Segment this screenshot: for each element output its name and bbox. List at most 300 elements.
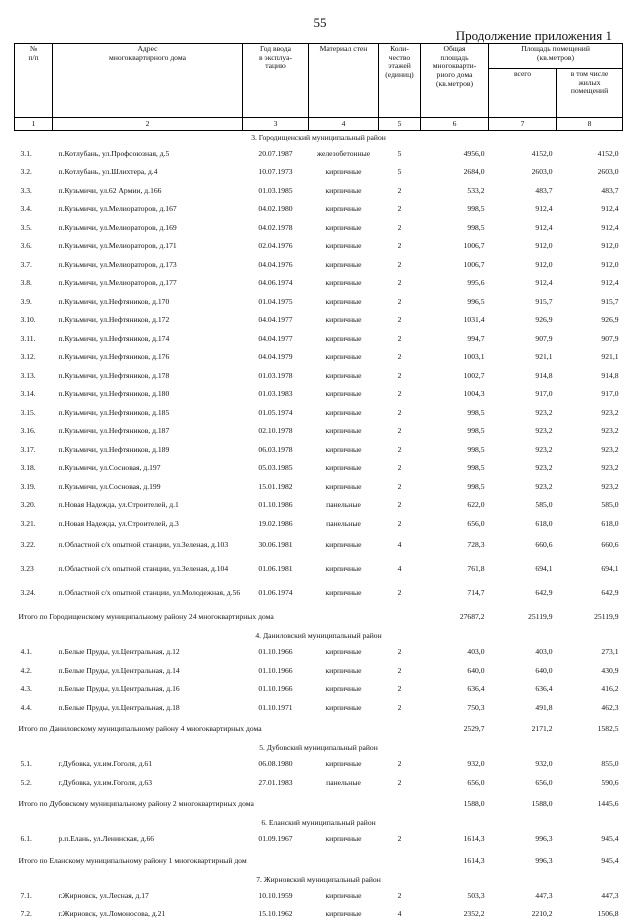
cell-area-all: 447,3 bbox=[489, 887, 557, 906]
cell-address: п.Областной с/х опытной станции, ул.Молодежная, д.56 bbox=[53, 582, 243, 606]
table-row bbox=[15, 256, 623, 275]
cell-year: 02.04.1976 bbox=[243, 238, 309, 257]
cell-area-living: 945,4 bbox=[557, 831, 623, 850]
col-header-address: Адрес многоквартирного дома bbox=[53, 44, 243, 118]
cell-year: 01.04.1975 bbox=[243, 293, 309, 312]
cell-number: 3.3. bbox=[15, 182, 53, 201]
cell-number: 3.10. bbox=[15, 312, 53, 331]
table-row bbox=[15, 404, 623, 423]
table-row bbox=[15, 441, 623, 460]
cell-address: п.Кузьмичи, ул.Мелиораторов, д.177 bbox=[53, 275, 243, 294]
cell-address: п.Кузьмичи, ул.Мелиораторов, д.173 bbox=[53, 256, 243, 275]
cell-area-living: 416,2 bbox=[557, 681, 623, 700]
col-index: 6 bbox=[421, 118, 489, 131]
cell-number: 3.2. bbox=[15, 164, 53, 183]
cell-area-living: 483,7 bbox=[557, 182, 623, 201]
cell-floors: 2 bbox=[379, 256, 421, 275]
col-header-number: № п/п bbox=[15, 44, 53, 118]
section-title: 4. Даниловский муниципальный район bbox=[15, 630, 623, 644]
cell-total-area: 761,8 bbox=[421, 558, 489, 582]
cell-number: 3.8. bbox=[15, 275, 53, 294]
cell-floors: 2 bbox=[379, 699, 421, 718]
cell-address: п.Кузьмичи, ул.Нефтяников, д.178 bbox=[53, 367, 243, 386]
total-row bbox=[15, 718, 623, 742]
cell-material: кирпичные bbox=[309, 219, 379, 238]
cell-material: кирпичные bbox=[309, 275, 379, 294]
total-area-all: 1588,0 bbox=[489, 793, 557, 817]
cell-area-living: 447,3 bbox=[557, 887, 623, 906]
cell-floors: 2 bbox=[379, 662, 421, 681]
apartment-buildings-table bbox=[14, 43, 623, 924]
cell-material: кирпичные bbox=[309, 423, 379, 442]
cell-total-area: 533,2 bbox=[421, 182, 489, 201]
cell-total-area: 998,5 bbox=[421, 201, 489, 220]
cell-area-all: 932,0 bbox=[489, 756, 557, 775]
page-number: 55 bbox=[0, 15, 640, 31]
section-header-row bbox=[15, 817, 623, 831]
cell-year: 02.10.1978 bbox=[243, 423, 309, 442]
cell-area-all: 923,2 bbox=[489, 441, 557, 460]
cell-area-all: 926,9 bbox=[489, 312, 557, 331]
table-row bbox=[15, 219, 623, 238]
cell-year: 06.08.1980 bbox=[243, 756, 309, 775]
cell-number: 4.2. bbox=[15, 662, 53, 681]
table-row bbox=[15, 644, 623, 663]
cell-number: 3.9. bbox=[15, 293, 53, 312]
table-row bbox=[15, 460, 623, 479]
cell-material: панельные bbox=[309, 515, 379, 534]
cell-area-all: 4152,0 bbox=[489, 145, 557, 164]
cell-floors: 2 bbox=[379, 478, 421, 497]
cell-floors: 2 bbox=[379, 219, 421, 238]
cell-total-area: 750,3 bbox=[421, 699, 489, 718]
cell-year: 04.04.1979 bbox=[243, 349, 309, 368]
table-row bbox=[15, 330, 623, 349]
col-header-material: Материал стен bbox=[309, 44, 379, 118]
cell-year: 01.06.1974 bbox=[243, 582, 309, 606]
cell-number: 3.24. bbox=[15, 582, 53, 606]
table-row bbox=[15, 367, 623, 386]
cell-floors: 2 bbox=[379, 404, 421, 423]
cell-area-all: 656,0 bbox=[489, 774, 557, 793]
table-row bbox=[15, 681, 623, 700]
total-label: Итого по Еланскому муниципальному району 1 многоквартирный дом bbox=[15, 849, 421, 873]
col-index: 4 bbox=[309, 118, 379, 131]
cell-material: кирпичные bbox=[309, 182, 379, 201]
cell-year: 04.04.1977 bbox=[243, 330, 309, 349]
cell-area-living: 923,2 bbox=[557, 460, 623, 479]
cell-area-living: 912,4 bbox=[557, 219, 623, 238]
section-header-row bbox=[15, 630, 623, 644]
cell-area-living: 590,6 bbox=[557, 774, 623, 793]
cell-number: 3.1. bbox=[15, 145, 53, 164]
cell-material: кирпичные bbox=[309, 831, 379, 850]
col-index: 7 bbox=[489, 118, 557, 131]
cell-floors: 2 bbox=[379, 460, 421, 479]
table-row bbox=[15, 831, 623, 850]
total-area-all: 2171,2 bbox=[489, 718, 557, 742]
cell-total-area: 503,3 bbox=[421, 887, 489, 906]
cell-total-area: 1002,7 bbox=[421, 367, 489, 386]
cell-address: п.Кузьмичи, ул.Нефтяников, д.172 bbox=[53, 312, 243, 331]
cell-number: 3.5. bbox=[15, 219, 53, 238]
cell-area-all: 921,1 bbox=[489, 349, 557, 368]
cell-area-all: 2603,0 bbox=[489, 164, 557, 183]
cell-area-living: 923,2 bbox=[557, 404, 623, 423]
cell-area-all: 912,0 bbox=[489, 238, 557, 257]
cell-floors: 2 bbox=[379, 774, 421, 793]
cell-year: 04.04.1976 bbox=[243, 256, 309, 275]
cell-total-area: 1004,3 bbox=[421, 386, 489, 405]
section-title: 6. Еланский муниципальный район bbox=[15, 817, 623, 831]
cell-area-living: 917,0 bbox=[557, 386, 623, 405]
cell-floors: 2 bbox=[379, 201, 421, 220]
cell-area-all: 917,0 bbox=[489, 386, 557, 405]
cell-address: п.Кузьмичи, ул.Мелиораторов, д.169 bbox=[53, 219, 243, 238]
cell-address: г.Дубовка, ул.им.Гоголя, д.63 bbox=[53, 774, 243, 793]
cell-address: п.Кузьмичи, ул.Нефтяников, д.189 bbox=[53, 441, 243, 460]
cell-material: панельные bbox=[309, 774, 379, 793]
cell-floors: 4 bbox=[379, 906, 421, 924]
cell-area-living: 915,7 bbox=[557, 293, 623, 312]
cell-floors: 2 bbox=[379, 349, 421, 368]
cell-number: 5.1. bbox=[15, 756, 53, 775]
cell-area-living: 694,1 bbox=[557, 558, 623, 582]
cell-number: 7.2. bbox=[15, 906, 53, 924]
cell-address: п.Кузьмичи, ул.Нефтяников, д.185 bbox=[53, 404, 243, 423]
cell-number: 3.19. bbox=[15, 478, 53, 497]
table-row bbox=[15, 386, 623, 405]
table-row bbox=[15, 238, 623, 257]
table-row bbox=[15, 756, 623, 775]
cell-floors: 2 bbox=[379, 831, 421, 850]
cell-area-all: 912,0 bbox=[489, 256, 557, 275]
table-row bbox=[15, 293, 623, 312]
cell-year: 01.10.1966 bbox=[243, 681, 309, 700]
cell-address: п.Котлубань, ул.Шлихтера, д.4 bbox=[53, 164, 243, 183]
cell-area-all: 923,2 bbox=[489, 404, 557, 423]
cell-material: кирпичные bbox=[309, 201, 379, 220]
total-area-living: 1445,6 bbox=[557, 793, 623, 817]
cell-total-area: 656,0 bbox=[421, 774, 489, 793]
cell-floors: 2 bbox=[379, 756, 421, 775]
cell-material: кирпичные bbox=[309, 164, 379, 183]
cell-area-living: 912,0 bbox=[557, 256, 623, 275]
cell-year: 04.06.1974 bbox=[243, 275, 309, 294]
table-row bbox=[15, 774, 623, 793]
cell-area-all: 636,4 bbox=[489, 681, 557, 700]
table-row bbox=[15, 164, 623, 183]
table-row bbox=[15, 582, 623, 606]
cell-floors: 2 bbox=[379, 367, 421, 386]
cell-address: п.Кузьмичи, ул.Нефтяников, д.187 bbox=[53, 423, 243, 442]
cell-area-living: 914,8 bbox=[557, 367, 623, 386]
cell-number: 3.4. bbox=[15, 201, 53, 220]
cell-address: п.Новая Надежда, ул.Строителей, д.3 bbox=[53, 515, 243, 534]
cell-total-area: 998,5 bbox=[421, 423, 489, 442]
total-area: 2529,7 bbox=[421, 718, 489, 742]
cell-material: кирпичные bbox=[309, 681, 379, 700]
cell-floors: 2 bbox=[379, 182, 421, 201]
cell-area-living: 921,1 bbox=[557, 349, 623, 368]
cell-area-living: 912,0 bbox=[557, 238, 623, 257]
cell-total-area: 998,5 bbox=[421, 460, 489, 479]
cell-number: 3.15. bbox=[15, 404, 53, 423]
cell-total-area: 656,0 bbox=[421, 515, 489, 534]
cell-number: 5.2. bbox=[15, 774, 53, 793]
cell-year: 04.02.1980 bbox=[243, 201, 309, 220]
cell-total-area: 1006,7 bbox=[421, 256, 489, 275]
col-header-area-living: в том числе жилых помещений bbox=[557, 69, 623, 118]
cell-total-area: 998,5 bbox=[421, 219, 489, 238]
cell-address: п.Белые Пруды, ул.Центральная, д.18 bbox=[53, 699, 243, 718]
cell-total-area: 728,3 bbox=[421, 534, 489, 558]
cell-floors: 2 bbox=[379, 681, 421, 700]
cell-total-area: 2352,2 bbox=[421, 906, 489, 924]
total-area: 1614,3 bbox=[421, 849, 489, 873]
cell-floors: 2 bbox=[379, 312, 421, 331]
col-header-year: Год ввода в эксплуа- тацию bbox=[243, 44, 309, 118]
cell-material: железобетонные bbox=[309, 145, 379, 164]
cell-year: 10.10.1959 bbox=[243, 887, 309, 906]
cell-material: кирпичные bbox=[309, 644, 379, 663]
cell-floors: 2 bbox=[379, 293, 421, 312]
section-header-row bbox=[15, 873, 623, 887]
cell-number: 3.7. bbox=[15, 256, 53, 275]
total-area: 1588,0 bbox=[421, 793, 489, 817]
cell-year: 19.02.1986 bbox=[243, 515, 309, 534]
table-body bbox=[15, 131, 623, 924]
total-area: 27687,2 bbox=[421, 606, 489, 630]
cell-number: 7.1. bbox=[15, 887, 53, 906]
cell-area-living: 585,0 bbox=[557, 497, 623, 516]
cell-area-all: 403,0 bbox=[489, 644, 557, 663]
cell-number: 3.6. bbox=[15, 238, 53, 257]
cell-year: 01.10.1966 bbox=[243, 662, 309, 681]
table-row bbox=[15, 349, 623, 368]
cell-address: г.Дубовка, ул.им.Гоголя, д.61 bbox=[53, 756, 243, 775]
table-row bbox=[15, 312, 623, 331]
cell-floors: 2 bbox=[379, 441, 421, 460]
cell-area-living: 912,4 bbox=[557, 275, 623, 294]
cell-floors: 2 bbox=[379, 582, 421, 606]
cell-material: кирпичные bbox=[309, 386, 379, 405]
table-row bbox=[15, 558, 623, 582]
cell-number: 3.14. bbox=[15, 386, 53, 405]
total-row bbox=[15, 849, 623, 873]
cell-year: 01.09.1967 bbox=[243, 831, 309, 850]
cell-year: 01.03.1985 bbox=[243, 182, 309, 201]
cell-total-area: 1003,1 bbox=[421, 349, 489, 368]
cell-year: 01.10.1966 bbox=[243, 644, 309, 663]
cell-address: п.Кузьмичи, ул.Мелиораторов, д.167 bbox=[53, 201, 243, 220]
section-header-row bbox=[15, 742, 623, 756]
cell-material: кирпичные bbox=[309, 293, 379, 312]
cell-total-area: 4956,0 bbox=[421, 145, 489, 164]
cell-year: 01.03.1978 bbox=[243, 367, 309, 386]
table-row bbox=[15, 182, 623, 201]
cell-total-area: 1614,3 bbox=[421, 831, 489, 850]
cell-number: 3.23 bbox=[15, 558, 53, 582]
col-index: 2 bbox=[53, 118, 243, 131]
cell-area-living: 660,6 bbox=[557, 534, 623, 558]
cell-total-area: 636,4 bbox=[421, 681, 489, 700]
cell-number: 3.17. bbox=[15, 441, 53, 460]
total-area-all: 996,3 bbox=[489, 849, 557, 873]
table-row bbox=[15, 662, 623, 681]
cell-area-living: 462,3 bbox=[557, 699, 623, 718]
cell-area-living: 923,2 bbox=[557, 478, 623, 497]
total-label: Итого по Городищенскому муниципальному району 24 многоквартирных дома bbox=[15, 606, 421, 630]
table-row bbox=[15, 275, 623, 294]
column-index-row bbox=[15, 118, 623, 131]
cell-address: п.Кузьмичи, ул.Нефтяников, д.170 bbox=[53, 293, 243, 312]
cell-address: п.Кузьмичи, ул.62 Армии, д.166 bbox=[53, 182, 243, 201]
cell-year: 04.02.1978 bbox=[243, 219, 309, 238]
cell-total-area: 998,5 bbox=[421, 478, 489, 497]
cell-number: 3.22. bbox=[15, 534, 53, 558]
cell-material: кирпичные bbox=[309, 404, 379, 423]
cell-area-all: 923,2 bbox=[489, 460, 557, 479]
cell-address: г.Жирновск, ул.Лесная, д.17 bbox=[53, 887, 243, 906]
cell-area-all: 914,8 bbox=[489, 367, 557, 386]
total-row bbox=[15, 606, 623, 630]
cell-area-all: 491,8 bbox=[489, 699, 557, 718]
section-title: 5. Дубовский муниципальный район bbox=[15, 742, 623, 756]
cell-total-area: 640,0 bbox=[421, 662, 489, 681]
cell-number: 3.16. bbox=[15, 423, 53, 442]
cell-number: 3.11. bbox=[15, 330, 53, 349]
section-header-row bbox=[15, 131, 623, 146]
cell-total-area: 996,5 bbox=[421, 293, 489, 312]
cell-area-all: 907,9 bbox=[489, 330, 557, 349]
table-row bbox=[15, 497, 623, 516]
cell-number: 3.21. bbox=[15, 515, 53, 534]
appendix-continuation: Продолжение приложения 1 bbox=[456, 28, 612, 44]
cell-area-all: 640,0 bbox=[489, 662, 557, 681]
cell-address: п.Белые Пруды, ул.Центральная, д.14 bbox=[53, 662, 243, 681]
col-header-floors: Коли- чество этажей (единиц) bbox=[379, 44, 421, 118]
cell-material: кирпичные bbox=[309, 312, 379, 331]
cell-address: п.Белые Пруды, ул.Центральная, д.16 bbox=[53, 681, 243, 700]
col-index: 3 bbox=[243, 118, 309, 131]
cell-material: кирпичные bbox=[309, 662, 379, 681]
cell-area-living: 907,9 bbox=[557, 330, 623, 349]
total-area-living: 25119,9 bbox=[557, 606, 623, 630]
cell-year: 27.01.1983 bbox=[243, 774, 309, 793]
table-row bbox=[15, 887, 623, 906]
cell-number: 4.1. bbox=[15, 644, 53, 663]
cell-area-all: 912,4 bbox=[489, 219, 557, 238]
cell-area-living: 855,0 bbox=[557, 756, 623, 775]
cell-address: п.Областной с/х опытной станции, ул.Зеленая, д.104 bbox=[53, 558, 243, 582]
cell-year: 04.04.1977 bbox=[243, 312, 309, 331]
cell-area-all: 923,2 bbox=[489, 423, 557, 442]
total-row bbox=[15, 793, 623, 817]
total-area-living: 1582,5 bbox=[557, 718, 623, 742]
table-row bbox=[15, 515, 623, 534]
cell-number: 3.18. bbox=[15, 460, 53, 479]
cell-area-all: 694,1 bbox=[489, 558, 557, 582]
cell-year: 15.01.1982 bbox=[243, 478, 309, 497]
cell-floors: 2 bbox=[379, 330, 421, 349]
cell-address: п.Кузьмичи, ул.Нефтяников, д.180 bbox=[53, 386, 243, 405]
cell-year: 06.03.1978 bbox=[243, 441, 309, 460]
cell-address: р.п.Елань, ул.Ленинская, д.66 bbox=[53, 831, 243, 850]
cell-material: кирпичные bbox=[309, 238, 379, 257]
cell-area-living: 926,9 bbox=[557, 312, 623, 331]
section-title: 3. Городищенский муниципальный район bbox=[15, 131, 623, 146]
table-row bbox=[15, 699, 623, 718]
cell-total-area: 994,7 bbox=[421, 330, 489, 349]
cell-floors: 2 bbox=[379, 497, 421, 516]
col-header-area-all: всего bbox=[489, 69, 557, 118]
cell-area-all: 483,7 bbox=[489, 182, 557, 201]
cell-year: 05.03.1985 bbox=[243, 460, 309, 479]
cell-total-area: 998,5 bbox=[421, 441, 489, 460]
cell-year: 01.10.1986 bbox=[243, 497, 309, 516]
cell-total-area: 1031,4 bbox=[421, 312, 489, 331]
cell-material: панельные bbox=[309, 497, 379, 516]
cell-material: кирпичные bbox=[309, 887, 379, 906]
cell-floors: 2 bbox=[379, 386, 421, 405]
cell-address: п.Кузьмичи, ул.Сосновая, д.197 bbox=[53, 460, 243, 479]
col-header-total-area: Общая площадь многокварти- рного дома (кв.метров) bbox=[421, 44, 489, 118]
cell-area-all: 912,4 bbox=[489, 275, 557, 294]
cell-material: кирпичные bbox=[309, 756, 379, 775]
cell-address: г.Жирновск, ул.Ломоносова, д.21 bbox=[53, 906, 243, 924]
table-row bbox=[15, 423, 623, 442]
cell-area-living: 642,9 bbox=[557, 582, 623, 606]
cell-area-living: 912,4 bbox=[557, 201, 623, 220]
cell-floors: 2 bbox=[379, 887, 421, 906]
cell-total-area: 714,7 bbox=[421, 582, 489, 606]
table-row bbox=[15, 478, 623, 497]
cell-year: 01.03.1983 bbox=[243, 386, 309, 405]
cell-area-all: 996,3 bbox=[489, 831, 557, 850]
cell-floors: 2 bbox=[379, 238, 421, 257]
cell-total-area: 998,5 bbox=[421, 404, 489, 423]
cell-area-all: 642,9 bbox=[489, 582, 557, 606]
cell-area-living: 923,2 bbox=[557, 423, 623, 442]
cell-number: 4.4. bbox=[15, 699, 53, 718]
cell-area-living: 923,2 bbox=[557, 441, 623, 460]
table-row bbox=[15, 201, 623, 220]
section-title: 7. Жирновский муниципальный район bbox=[15, 873, 623, 887]
cell-floors: 4 bbox=[379, 558, 421, 582]
cell-year: 10.07.1973 bbox=[243, 164, 309, 183]
cell-area-living: 2603,0 bbox=[557, 164, 623, 183]
cell-address: п.Кузьмичи, ул.Нефтяников, д.174 bbox=[53, 330, 243, 349]
cell-area-living: 1506,8 bbox=[557, 906, 623, 924]
total-area-living: 945,4 bbox=[557, 849, 623, 873]
total-label: Итого по Даниловскому муниципальному району 4 многоквартирных дома bbox=[15, 718, 421, 742]
cell-number: 4.3. bbox=[15, 681, 53, 700]
cell-floors: 2 bbox=[379, 423, 421, 442]
table-row bbox=[15, 145, 623, 164]
cell-year: 20.07.1987 bbox=[243, 145, 309, 164]
cell-area-all: 618,0 bbox=[489, 515, 557, 534]
cell-material: кирпичные bbox=[309, 534, 379, 558]
cell-total-area: 2684,0 bbox=[421, 164, 489, 183]
cell-material: кирпичные bbox=[309, 441, 379, 460]
cell-area-all: 585,0 bbox=[489, 497, 557, 516]
cell-address: п.Кузьмичи, ул.Мелиораторов, д.171 bbox=[53, 238, 243, 257]
cell-number: 6.1. bbox=[15, 831, 53, 850]
cell-area-all: 915,7 bbox=[489, 293, 557, 312]
cell-address: п.Новая Надежда, ул.Строителей, д.1 bbox=[53, 497, 243, 516]
cell-floors: 2 bbox=[379, 644, 421, 663]
